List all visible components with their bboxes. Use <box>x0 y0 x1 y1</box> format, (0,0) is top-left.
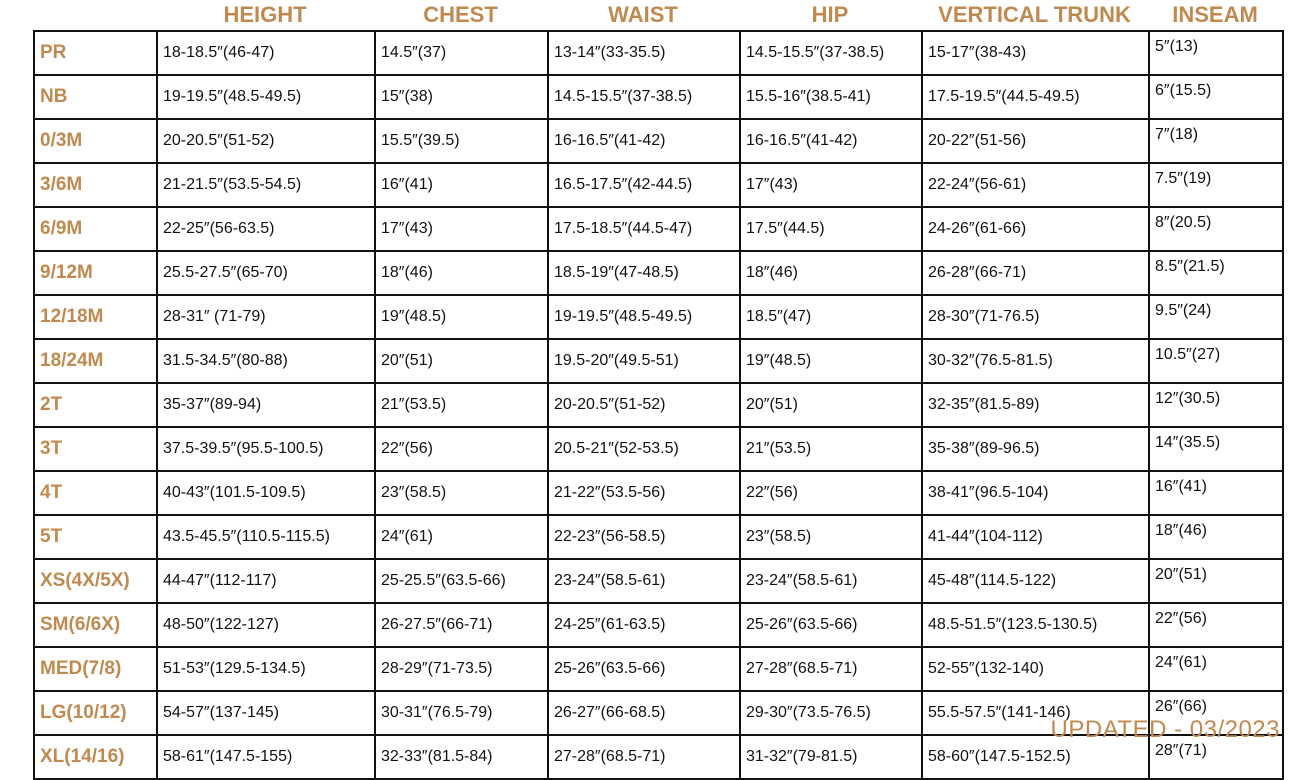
waist-cell: 14.5-15.5″(37-38.5) <box>548 75 740 119</box>
table-row <box>34 163 1283 207</box>
inseam-cell: 26″(66) <box>1149 691 1283 735</box>
chest-cell: 30-31″(76.5-79) <box>375 691 548 735</box>
column-headers <box>0 0 1310 30</box>
chest-cell: 25-25.5″(63.5-66) <box>375 559 548 603</box>
height-cell: 48-50″(122-127) <box>157 603 375 647</box>
vertical-trunk-cell: 22-24″(56-61) <box>922 163 1149 207</box>
table-row <box>34 339 1283 383</box>
size-cell: 18/24M <box>34 339 157 383</box>
chest-cell: 28-29″(71-73.5) <box>375 647 548 691</box>
inseam-cell: 8″(20.5) <box>1149 207 1283 251</box>
vertical-trunk-cell: 48.5-51.5″(123.5-130.5) <box>922 603 1149 647</box>
size-chart-table <box>33 30 1284 780</box>
header-chest: CHEST <box>423 2 498 27</box>
height-cell: 20-20.5″(51-52) <box>157 119 375 163</box>
size-cell: 4T <box>34 471 157 515</box>
size-cell: 0/3M <box>34 119 157 163</box>
chest-cell: 14.5″(37) <box>375 31 548 75</box>
waist-cell: 20.5-21″(52-53.5) <box>548 427 740 471</box>
header-hip: HIP <box>811 2 849 27</box>
waist-cell: 24-25″(61-63.5) <box>548 603 740 647</box>
waist-cell: 16-16.5″(41-42) <box>548 119 740 163</box>
waist-cell: 19.5-20″(49.5-51) <box>548 339 740 383</box>
chest-cell: 18″(46) <box>375 251 548 295</box>
size-cell: XS(4X/5X) <box>34 559 157 603</box>
hip-cell: 31-32″(79-81.5) <box>740 735 922 779</box>
height-cell: 44-47″(112-117) <box>157 559 375 603</box>
inseam-cell: 6″(15.5) <box>1149 75 1283 119</box>
waist-cell: 13-14″(33-35.5) <box>548 31 740 75</box>
height-cell: 51-53″(129.5-134.5) <box>157 647 375 691</box>
table-row <box>34 427 1283 471</box>
height-cell: 40-43″(101.5-109.5) <box>157 471 375 515</box>
size-cell: LG(10/12) <box>34 691 157 735</box>
chest-cell: 15.5″(39.5) <box>375 119 548 163</box>
chest-cell: 21″(53.5) <box>375 383 548 427</box>
hip-cell: 18.5″(47) <box>740 295 922 339</box>
vertical-trunk-cell: 35-38″(89-96.5) <box>922 427 1149 471</box>
vertical-trunk-cell: 52-55″(132-140) <box>922 647 1149 691</box>
hip-cell: 17″(43) <box>740 163 922 207</box>
chest-cell: 16″(41) <box>375 163 548 207</box>
height-cell: 22-25″(56-63.5) <box>157 207 375 251</box>
inseam-cell: 16″(41) <box>1149 471 1283 515</box>
height-cell: 21-21.5″(53.5-54.5) <box>157 163 375 207</box>
inseam-cell: 18″(46) <box>1149 515 1283 559</box>
table-row <box>34 295 1283 339</box>
vertical-trunk-cell: 26-28″(66-71) <box>922 251 1149 295</box>
vertical-trunk-cell: 32-35″(81.5-89) <box>922 383 1149 427</box>
header-vertical-trunk: VERTICAL TRUNK <box>938 2 1131 27</box>
inseam-cell: 7″(18) <box>1149 119 1283 163</box>
inseam-cell: 10.5″(27) <box>1149 339 1283 383</box>
waist-cell: 19-19.5″(48.5-49.5) <box>548 295 740 339</box>
size-rows <box>34 31 1283 779</box>
vertical-trunk-cell: 55.5-57.5″(141-146) <box>922 691 1149 735</box>
vertical-trunk-cell: 20-22″(51-56) <box>922 119 1149 163</box>
waist-cell: 16.5-17.5″(42-44.5) <box>548 163 740 207</box>
hip-cell: 16-16.5″(41-42) <box>740 119 922 163</box>
vertical-trunk-cell: 41-44″(104-112) <box>922 515 1149 559</box>
chest-cell: 15″(38) <box>375 75 548 119</box>
size-cell: NB <box>34 75 157 119</box>
height-cell: 58-61″(147.5-155) <box>157 735 375 779</box>
table-row <box>34 559 1283 603</box>
hip-cell: 20″(51) <box>740 383 922 427</box>
height-cell: 37.5-39.5″(95.5-100.5) <box>157 427 375 471</box>
table-row <box>34 471 1283 515</box>
waist-cell: 21-22″(53.5-56) <box>548 471 740 515</box>
size-cell: MED(7/8) <box>34 647 157 691</box>
inseam-cell: 12″(30.5) <box>1149 383 1283 427</box>
waist-cell: 27-28″(68.5-71) <box>548 735 740 779</box>
table-row <box>34 383 1283 427</box>
chest-cell: 17″(43) <box>375 207 548 251</box>
waist-cell: 20-20.5″(51-52) <box>548 383 740 427</box>
header-waist: WAIST <box>608 2 678 27</box>
hip-cell: 15.5-16″(38.5-41) <box>740 75 922 119</box>
hip-cell: 23-24″(58.5-61) <box>740 559 922 603</box>
chest-cell: 22″(56) <box>375 427 548 471</box>
inseam-cell: 24″(61) <box>1149 647 1283 691</box>
hip-cell: 29-30″(73.5-76.5) <box>740 691 922 735</box>
waist-cell: 22-23″(56-58.5) <box>548 515 740 559</box>
table-row <box>34 603 1283 647</box>
inseam-cell: 8.5″(21.5) <box>1149 251 1283 295</box>
hip-cell: 22″(56) <box>740 471 922 515</box>
updated-date: UPDATED - 03/2023 <box>1050 716 1280 743</box>
height-cell: 54-57″(137-145) <box>157 691 375 735</box>
size-cell: 2T <box>34 383 157 427</box>
table-row <box>34 647 1283 691</box>
inseam-cell: 5″(13) <box>1149 31 1283 75</box>
table-row <box>34 207 1283 251</box>
table-row <box>34 515 1283 559</box>
chest-cell: 24″(61) <box>375 515 548 559</box>
inseam-cell: 9.5″(24) <box>1149 295 1283 339</box>
vertical-trunk-cell: 58-60″(147.5-152.5) <box>922 735 1149 779</box>
size-cell: 12/18M <box>34 295 157 339</box>
hip-cell: 18″(46) <box>740 251 922 295</box>
chest-cell: 32-33″(81.5-84) <box>375 735 548 779</box>
height-cell: 31.5-34.5″(80-88) <box>157 339 375 383</box>
size-cell: PR <box>34 31 157 75</box>
chest-cell: 26-27.5″(66-71) <box>375 603 548 647</box>
hip-cell: 14.5-15.5″(37-38.5) <box>740 31 922 75</box>
size-cell: 9/12M <box>34 251 157 295</box>
waist-cell: 25-26″(63.5-66) <box>548 647 740 691</box>
waist-cell: 18.5-19″(47-48.5) <box>548 251 740 295</box>
waist-cell: 17.5-18.5″(44.5-47) <box>548 207 740 251</box>
header-inseam: INSEAM <box>1172 2 1258 27</box>
vertical-trunk-cell: 38-41″(96.5-104) <box>922 471 1149 515</box>
height-cell: 28-31″ (71-79) <box>157 295 375 339</box>
height-cell: 35-37″(89-94) <box>157 383 375 427</box>
hip-cell: 19″(48.5) <box>740 339 922 383</box>
size-cell: XL(14/16) <box>34 735 157 779</box>
inseam-cell: 7.5″(19) <box>1149 163 1283 207</box>
chest-cell: 23″(58.5) <box>375 471 548 515</box>
height-cell: 19-19.5″(48.5-49.5) <box>157 75 375 119</box>
header-height: HEIGHT <box>223 2 307 27</box>
hip-cell: 25-26″(63.5-66) <box>740 603 922 647</box>
vertical-trunk-cell: 45-48″(114.5-122) <box>922 559 1149 603</box>
vertical-trunk-cell: 15-17″(38-43) <box>922 31 1149 75</box>
table-row <box>34 31 1283 75</box>
vertical-trunk-cell: 28-30″(71-76.5) <box>922 295 1149 339</box>
size-cell: 3/6M <box>34 163 157 207</box>
waist-cell: 23-24″(58.5-61) <box>548 559 740 603</box>
height-cell: 18-18.5″(46-47) <box>157 31 375 75</box>
size-cell: SM(6/6X) <box>34 603 157 647</box>
table-row <box>34 119 1283 163</box>
inseam-cell: 22″(56) <box>1149 603 1283 647</box>
chest-cell: 20″(51) <box>375 339 548 383</box>
size-cell: 6/9M <box>34 207 157 251</box>
table-row <box>34 251 1283 295</box>
height-cell: 43.5-45.5″(110.5-115.5) <box>157 515 375 559</box>
inseam-cell: 20″(51) <box>1149 559 1283 603</box>
waist-cell: 26-27″(66-68.5) <box>548 691 740 735</box>
vertical-trunk-cell: 24-26″(61-66) <box>922 207 1149 251</box>
hip-cell: 27-28″(68.5-71) <box>740 647 922 691</box>
size-cell: 5T <box>34 515 157 559</box>
inseam-cell: 14″(35.5) <box>1149 427 1283 471</box>
vertical-trunk-cell: 30-32″(76.5-81.5) <box>922 339 1149 383</box>
hip-cell: 23″(58.5) <box>740 515 922 559</box>
hip-cell: 21″(53.5) <box>740 427 922 471</box>
table-row <box>34 75 1283 119</box>
height-cell: 25.5-27.5″(65-70) <box>157 251 375 295</box>
size-cell: 3T <box>34 427 157 471</box>
hip-cell: 17.5″(44.5) <box>740 207 922 251</box>
chest-cell: 19″(48.5) <box>375 295 548 339</box>
vertical-trunk-cell: 17.5-19.5″(44.5-49.5) <box>922 75 1149 119</box>
inseam-cell: 28″(71) <box>1149 735 1283 779</box>
